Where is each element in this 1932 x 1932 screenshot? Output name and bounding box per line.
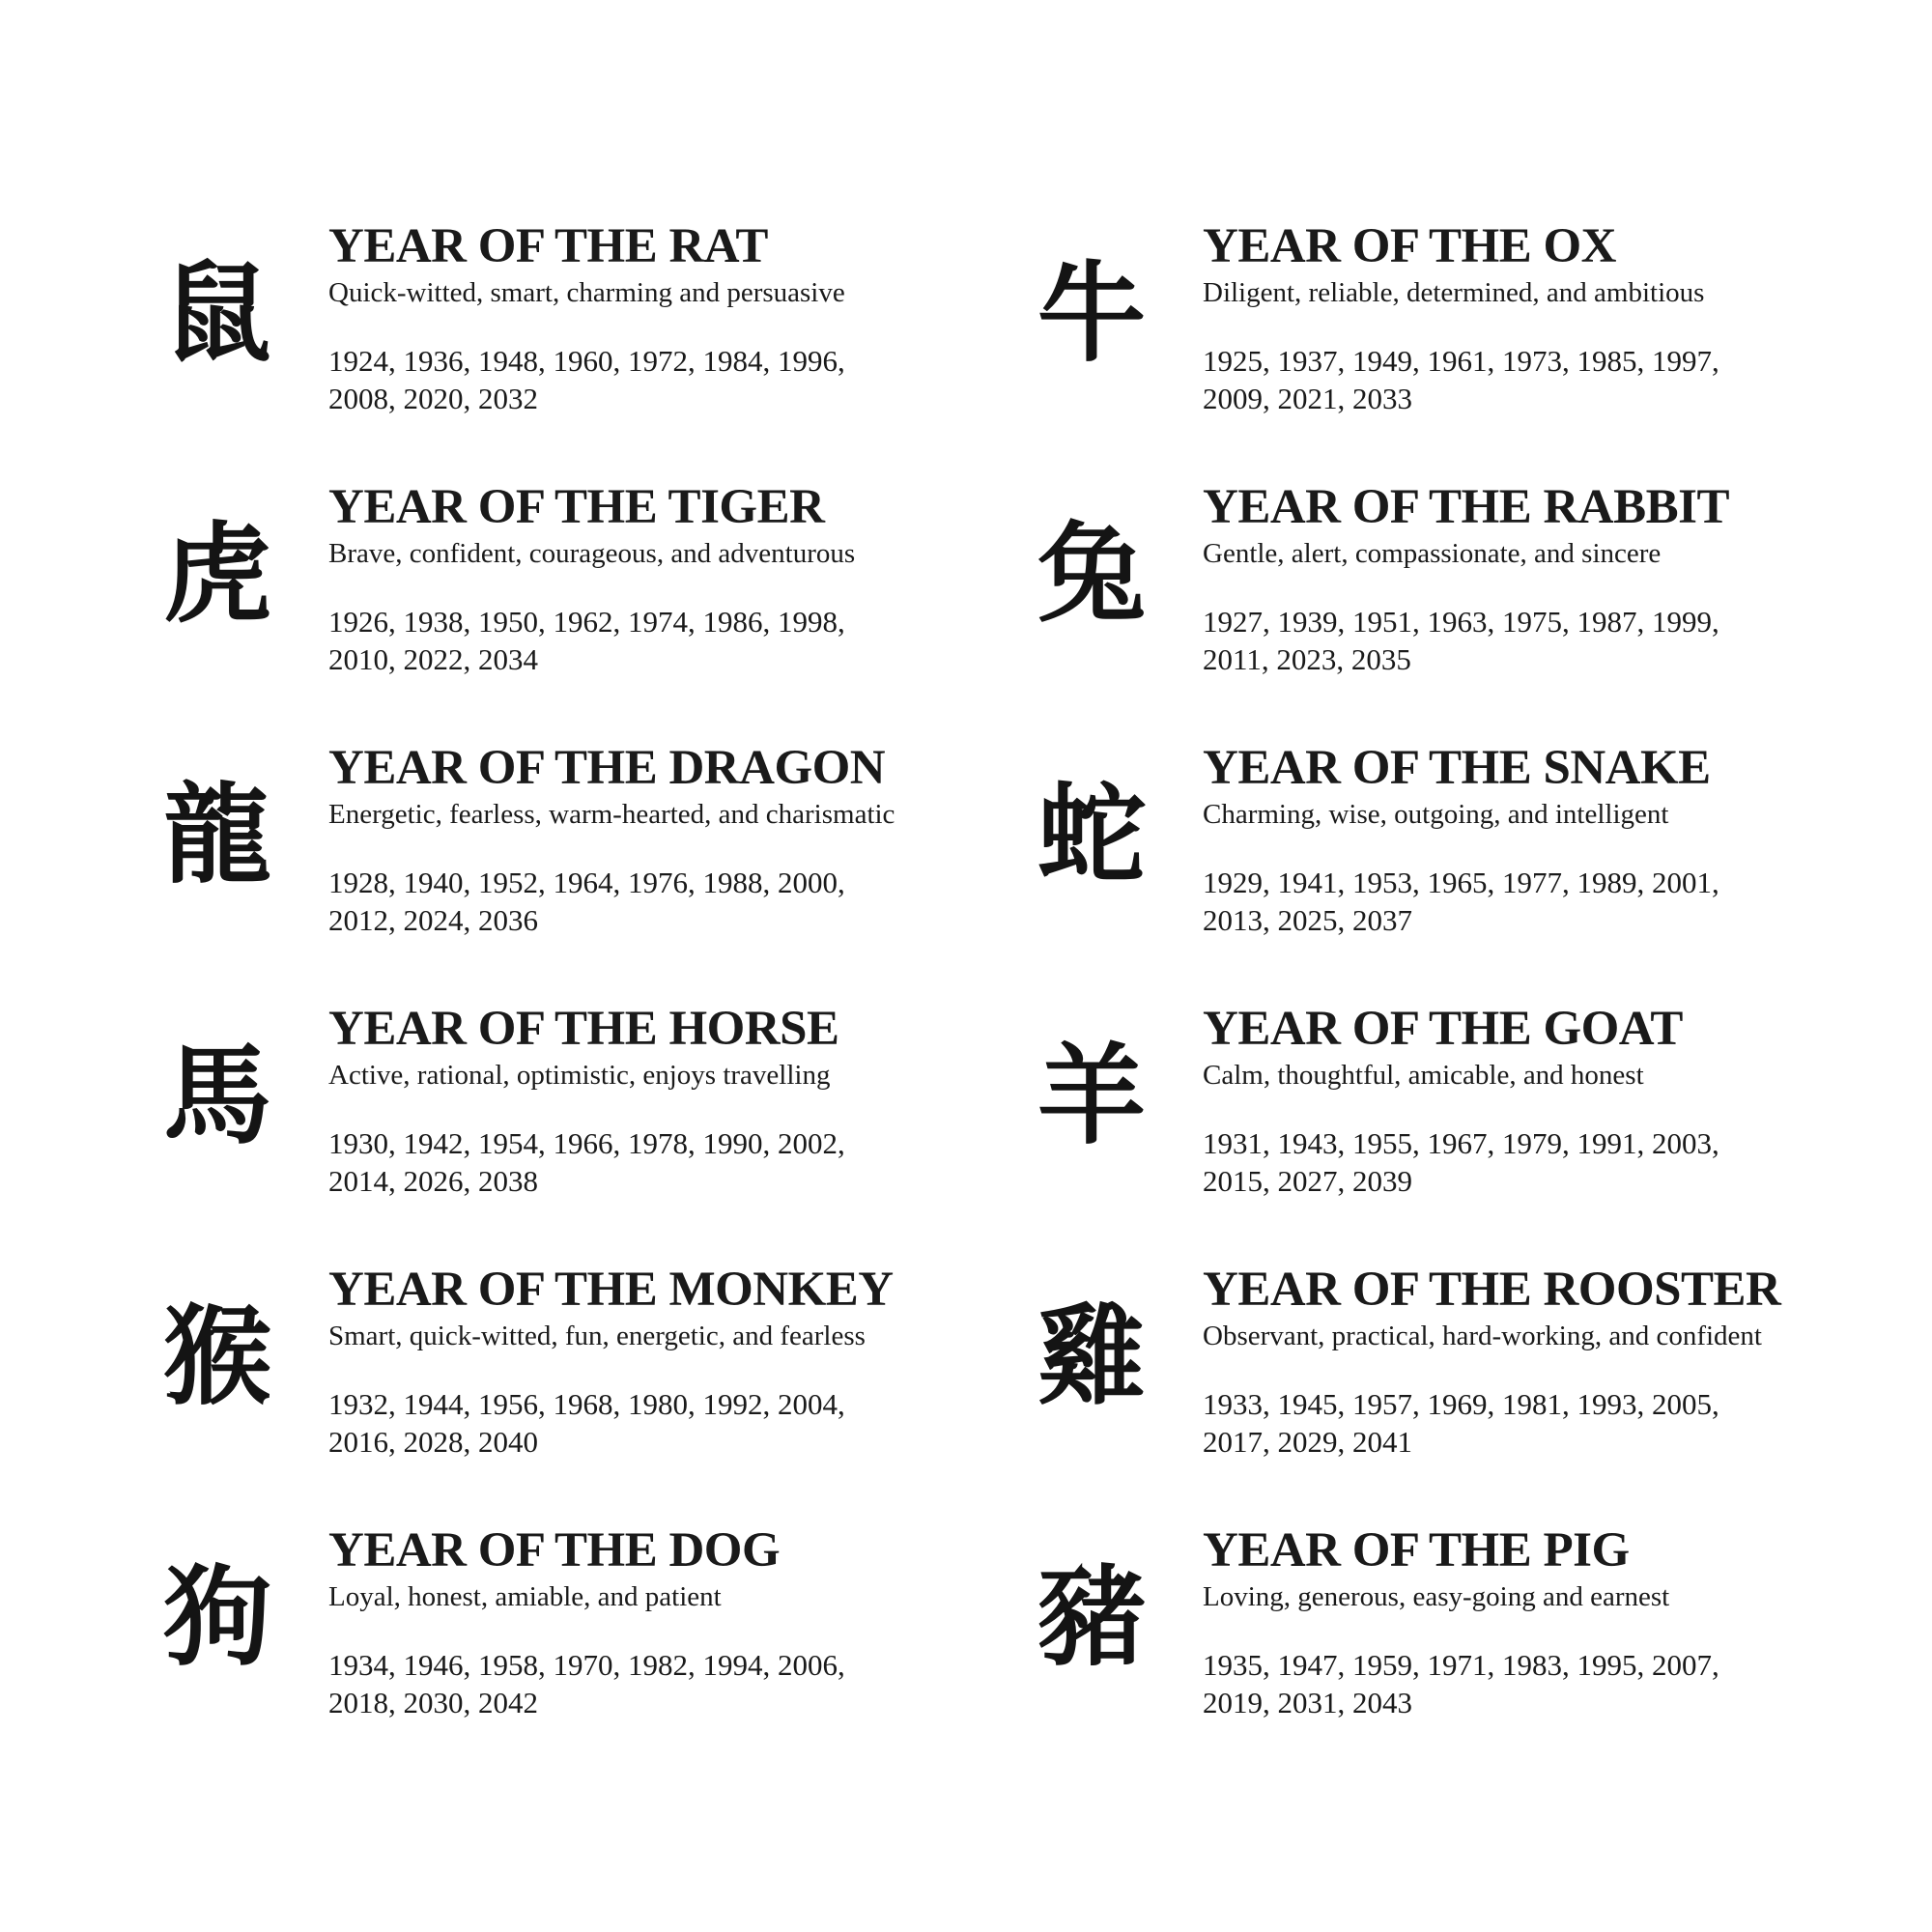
entry-years: 1929, 1941, 1953, 1965, 1977, 1989, 2001, 2013, 2025, 2037 [1203, 866, 1719, 937]
entry-years: 1924, 1936, 1948, 1960, 1972, 1984, 1996, 2008, 2020, 2032 [328, 344, 845, 415]
entry-traits: Quick-witted, smart, charming and persuasive [328, 277, 845, 308]
zodiac-entry-dog [145, 1523, 1014, 1768]
entry-years: 1934, 1946, 1958, 1970, 1982, 1994, 2006, 2018, 2030, 2042 [328, 1648, 845, 1719]
rooster-calligraphy-icon: 雞 [1037, 1294, 1146, 1420]
entry-years: 1935, 1947, 1959, 1971, 1983, 1995, 2007, 2019, 2031, 2043 [1203, 1648, 1719, 1719]
entry-title: YEAR OF THE TIGER [328, 480, 825, 534]
entry-traits: Diligent, reliable, determined, and ambitious [1203, 277, 1705, 308]
zodiac-entry-horse [145, 1002, 1014, 1246]
entry-traits: Loving, generous, easy-going and earnest [1203, 1581, 1670, 1612]
entry-years: 1931, 1943, 1955, 1967, 1979, 1991, 2003, 2015, 2027, 2039 [1203, 1126, 1719, 1198]
zodiac-entry-monkey [145, 1265, 1014, 1507]
entry-title: YEAR OF THE GOAT [1203, 1002, 1683, 1056]
tiger-calligraphy-icon: 虎 [163, 512, 271, 638]
zodiac-entry-pig [1019, 1523, 1889, 1768]
entry-traits: Energetic, fearless, warm-hearted, and charismatic [328, 799, 895, 830]
goat-calligraphy-icon: 羊 [1037, 1034, 1146, 1159]
zodiac-entry-goat [1019, 1002, 1889, 1246]
rabbit-calligraphy-icon: 兔 [1037, 512, 1146, 638]
entry-title: YEAR OF THE MONKEY [328, 1263, 894, 1317]
zodiac-entry-tiger [145, 480, 1014, 724]
zodiac-entry-ox [1019, 219, 1889, 464]
entry-traits: Charming, wise, outgoing, and intelligent [1203, 799, 1669, 830]
entry-years: 1932, 1944, 1956, 1968, 1980, 1992, 2004, 2016, 2028, 2040 [328, 1387, 845, 1459]
entry-title: YEAR OF THE SNAKE [1203, 741, 1711, 795]
entry-title: YEAR OF THE RABBIT [1203, 480, 1730, 534]
snake-calligraphy-icon: 蛇 [1037, 773, 1146, 898]
entry-years: 1933, 1945, 1957, 1969, 1981, 1993, 2005, 2017, 2029, 2041 [1203, 1387, 1719, 1459]
zodiac-entry-rooster [1019, 1265, 1889, 1507]
zodiac-entry-rabbit [1019, 480, 1889, 724]
ox-calligraphy-icon: 牛 [1037, 251, 1146, 377]
entry-years: 1926, 1938, 1950, 1962, 1974, 1986, 1998, 2010, 2022, 2034 [328, 605, 845, 676]
entry-traits: Loyal, honest, amiable, and patient [328, 1581, 722, 1612]
entry-traits: Smart, quick-witted, fun, energetic, and fearless [328, 1321, 866, 1351]
entry-title: YEAR OF THE ROOSTER [1203, 1263, 1781, 1317]
zodiac-entry-snake [1019, 741, 1889, 985]
entry-title: YEAR OF THE DRAGON [328, 741, 886, 795]
monkey-calligraphy-icon: 猴 [163, 1294, 271, 1420]
dog-calligraphy-icon: 狗 [163, 1555, 271, 1681]
entry-traits: Brave, confident, courageous, and adventurous [328, 538, 856, 569]
entry-traits: Gentle, alert, compassionate, and sincere [1203, 538, 1662, 569]
entry-years: 1925, 1937, 1949, 1961, 1973, 1985, 1997, 2009, 2021, 2033 [1203, 344, 1719, 415]
rat-calligraphy-icon: 鼠 [163, 251, 271, 377]
pig-calligraphy-icon: 豬 [1037, 1555, 1146, 1681]
entry-title: YEAR OF THE PIG [1203, 1523, 1630, 1577]
horse-calligraphy-icon: 馬 [163, 1034, 271, 1159]
entry-title: YEAR OF THE OX [1203, 219, 1616, 273]
entry-traits: Active, rational, optimistic, enjoys travelling [328, 1060, 831, 1091]
entry-traits: Observant, practical, hard-working, and confident [1203, 1321, 1762, 1351]
zodiac-entry-rat [145, 219, 1014, 464]
entry-title: YEAR OF THE DOG [328, 1523, 781, 1577]
entry-years: 1928, 1940, 1952, 1964, 1976, 1988, 2000, 2012, 2024, 2036 [328, 866, 845, 937]
entry-title: YEAR OF THE HORSE [328, 1002, 839, 1056]
entry-years: 1930, 1942, 1954, 1966, 1978, 1990, 2002, 2014, 2026, 2038 [328, 1126, 845, 1198]
entry-title: YEAR OF THE RAT [328, 219, 768, 273]
entry-years: 1927, 1939, 1951, 1963, 1975, 1987, 1999, 2011, 2023, 2035 [1203, 605, 1719, 676]
entry-traits: Calm, thoughtful, amicable, and honest [1203, 1060, 1644, 1091]
dragon-calligraphy-icon: 龍 [163, 773, 271, 898]
zodiac-entry-dragon [145, 741, 1014, 985]
